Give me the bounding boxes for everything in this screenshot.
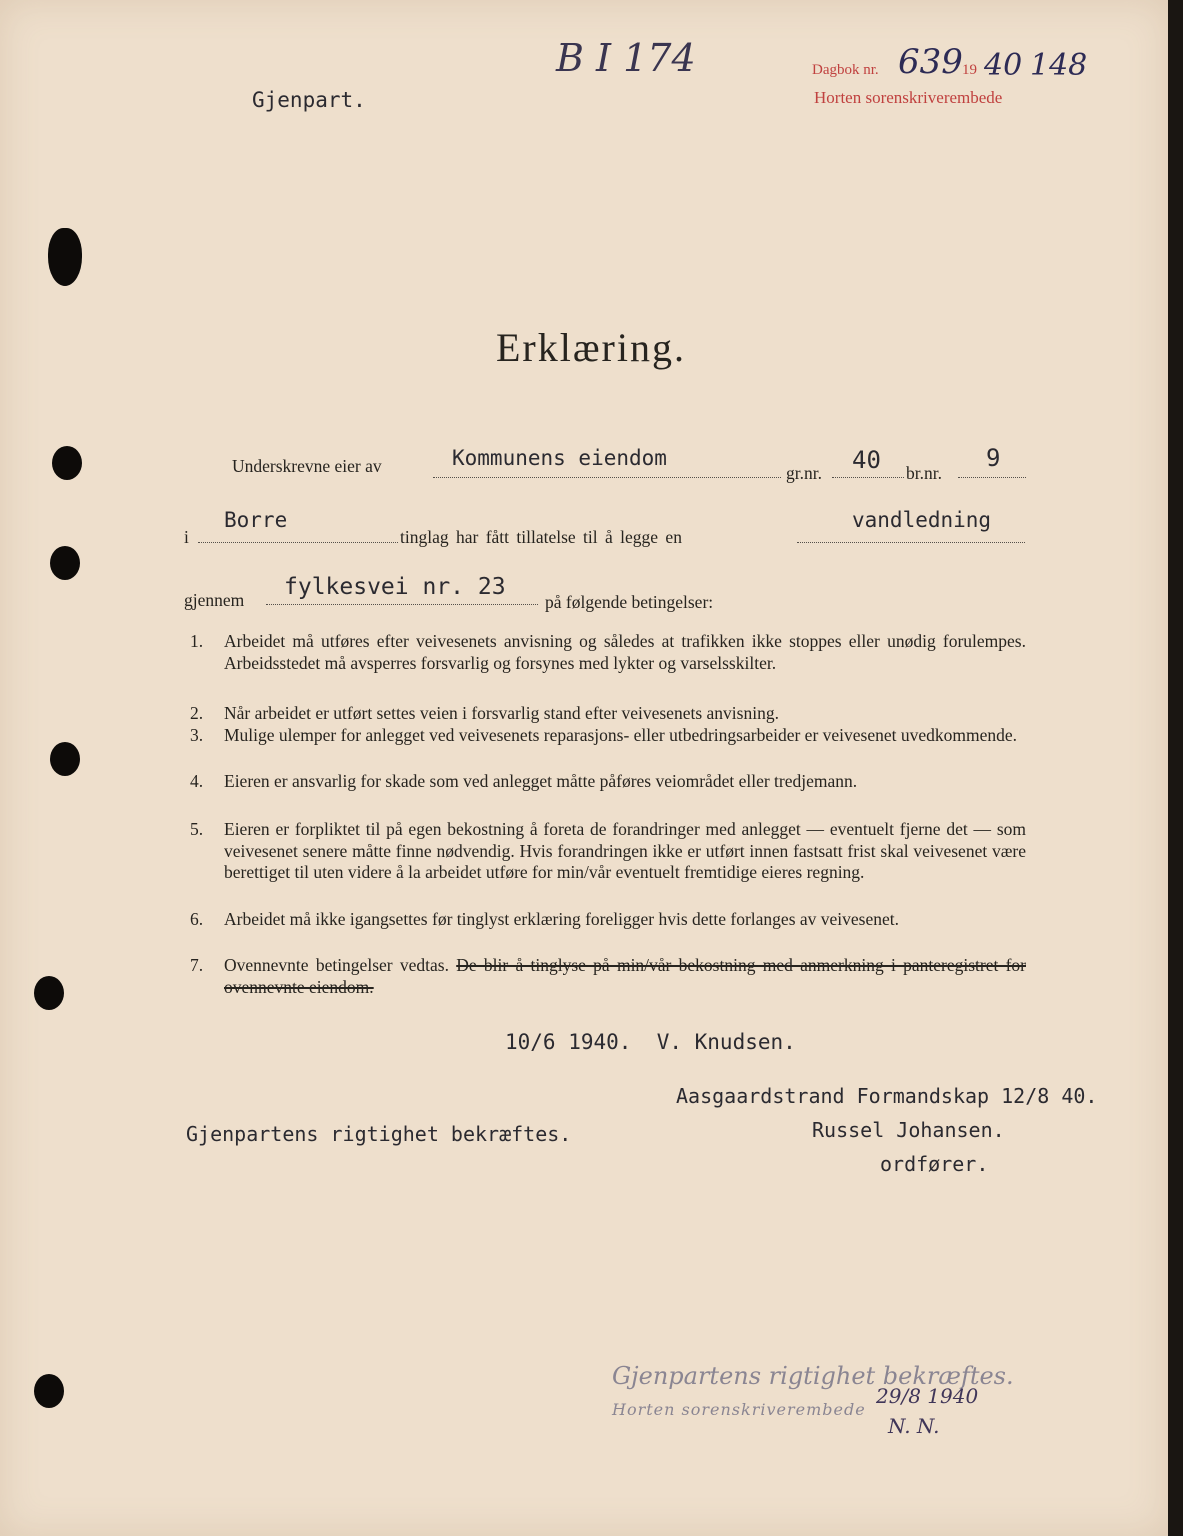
in-label: i <box>184 527 189 547</box>
bnr-value: 9 <box>986 444 1001 472</box>
through-label: gjennem <box>184 590 245 610</box>
approver-name: Russel Johansen. <box>812 1118 1005 1142</box>
stamp-office: Horten sorenskriverembede <box>814 88 1003 107</box>
dagbok-number: 639 <box>898 42 963 82</box>
punch-hole <box>34 976 64 1010</box>
punch-hole <box>50 546 80 580</box>
condition-text <box>224 955 1026 998</box>
copy-verified-text: Gjenpartens rigtighet bekræftes. <box>186 1122 572 1146</box>
struck-through-text: De blir å tinglyse på min/vår bekostning med anmerkning i panteregistret for ovennevnte eiendom. <box>224 955 1026 997</box>
place-value: Borre <box>224 508 288 532</box>
condition-item <box>190 909 1026 931</box>
conditions-intro: på følgende betingelser: <box>545 592 714 612</box>
condition-text: Eieren er ansvarlig for skade som ved anlegget måtte påføres veiområdet eller tredjemann. <box>224 771 858 791</box>
punch-hole <box>34 1374 64 1408</box>
condition-item <box>190 771 1026 793</box>
installation-dotted-line <box>797 542 1025 543</box>
condition-number: 4. <box>190 771 204 791</box>
gnr-dotted-line <box>832 477 904 478</box>
copy-label: Gjenpart. <box>252 88 366 112</box>
property-value: Kommunens eiendom <box>452 446 667 470</box>
condition-text-kept: Ovennevnte betingelser vedtas. <box>224 955 449 975</box>
condition-number: 5. <box>190 819 204 839</box>
approver-title: ordfører. <box>880 1152 989 1176</box>
approval-line: Aasgaardstrand Formandskap 12/8 40. <box>676 1084 1098 1108</box>
condition-item <box>190 725 1026 747</box>
owner-prefix-label: Underskrevne eier av <box>232 456 382 476</box>
condition-number: 1. <box>190 631 204 651</box>
road-value: fylkesvei nr. 23 <box>284 574 506 600</box>
condition-number: 7. <box>190 955 204 975</box>
gnr-label: gr.nr. <box>786 463 822 483</box>
bnr-label: br.nr. <box>906 463 942 483</box>
place-dotted-line <box>198 542 398 543</box>
condition-number: 6. <box>190 909 204 929</box>
dagbok-extra-number: 148 <box>1030 48 1088 83</box>
punch-hole <box>50 742 80 776</box>
condition-number: 3. <box>190 725 204 745</box>
condition-text: Når arbeidet er utført settes veien i forsvarlig stand efter veivesenets anvisning. <box>224 703 779 723</box>
condition-text: Arbeidet må utføres efter veivesenets anvisning og således at trafikken ikke stoppes eller unødig forulempes. Arbeidsstedet må avsperres forsvarlig og forsynes med lykter og varselsskilter. <box>224 631 1026 673</box>
document-title: Erklæring. <box>496 325 686 370</box>
stamp-initials: N. N. <box>888 1414 940 1438</box>
date-and-signer: 10/6 1940. V. Knudsen. <box>505 1030 796 1054</box>
stamp-verified-text: Gjenpartens rigtighet bekræftes. <box>612 1362 1014 1390</box>
bnr-dotted-line <box>958 477 1026 478</box>
road-dotted-line <box>266 604 538 605</box>
condition-text: Mulige ulemper for anlegget ved veivesenets reparasjons- eller utbedringsarbeider er veivesenet uvedkommende. <box>224 725 1018 745</box>
punch-hole <box>52 446 82 480</box>
gnr-value: 40 <box>852 446 881 474</box>
condition-number: 2. <box>190 703 204 723</box>
installation-value: vandledning <box>852 508 992 532</box>
condition-text: Eieren er forpliktet til på egen bekostning å foreta de forandringer med anlegget — eventuelt fjerne det — som veivesenet senere måtte finne nødvendig. Hvis forandringen ikke er utført innen fastsatt frist skal veivesenet være berettiget til uten videre å la arbeidet utføre for min/vår eventuelt fremtidige eieres regning. <box>224 819 1026 882</box>
punch-hole <box>48 228 82 286</box>
stamp-office-text: Horten sorenskriverembede <box>612 1400 866 1419</box>
dagbok-label: Dagbok nr. <box>812 62 879 78</box>
condition-text: Arbeidet må ikke igangsettes før tinglyst erklæring foreligger hvis dette forlanges av veivesenet. <box>224 909 900 929</box>
dagbok-year: 40 <box>984 48 1023 83</box>
dagbok-year-prefix: 19 <box>962 62 977 78</box>
scan-edge <box>1168 0 1183 1536</box>
reference-number: B I 174 <box>556 36 696 80</box>
property-dotted-line <box>433 477 781 478</box>
condition-item <box>190 955 1026 998</box>
condition-item <box>190 631 1026 674</box>
permission-text: tinglag har fått tillatelse til å legge en <box>400 527 682 547</box>
condition-item <box>190 703 1026 725</box>
stamp-date: 29/8 1940 <box>876 1384 979 1408</box>
condition-item <box>190 819 1026 884</box>
